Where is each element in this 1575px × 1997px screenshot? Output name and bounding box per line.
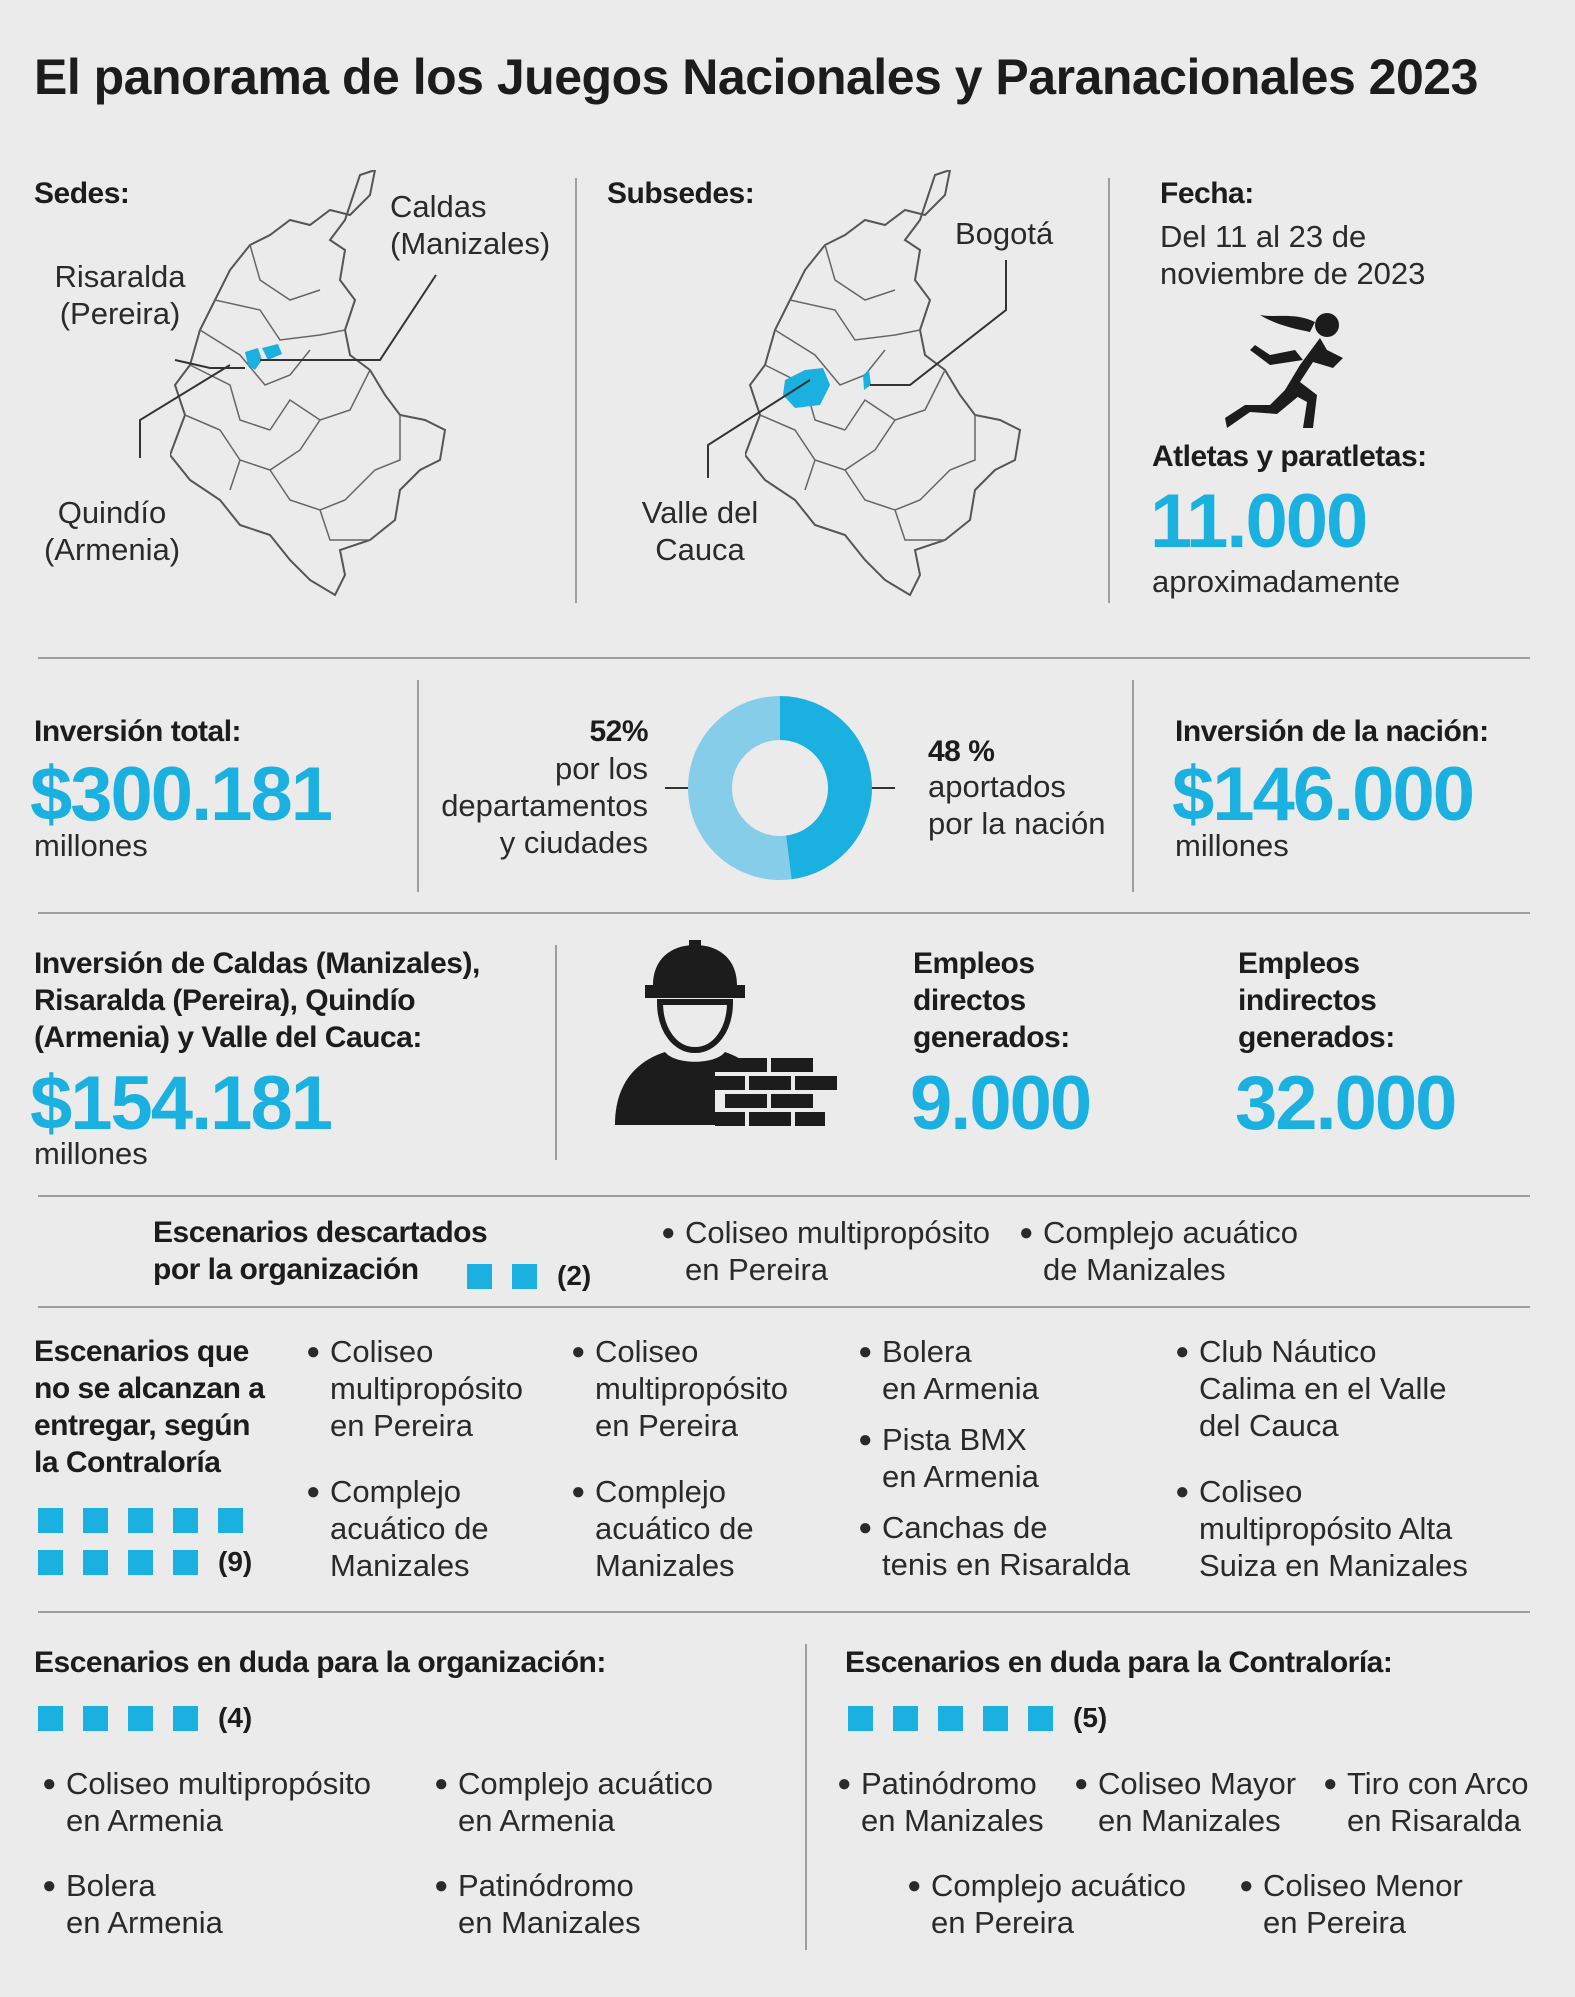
bogota-label: Bogotá	[955, 216, 1054, 251]
no-entregar-item: ● Bolera en Armenia	[858, 1334, 1039, 1406]
caldas-label: Caldas (Manizales)	[390, 189, 551, 261]
no-entregar-item: ● Coliseo multipropósito en Pereira	[571, 1334, 788, 1443]
inversion-nacion-unit: millones	[1175, 828, 1289, 863]
atletas-label: Atletas y paratletas:	[1152, 440, 1427, 473]
donut-slice-departamentos	[688, 696, 792, 880]
divider	[1132, 680, 1134, 892]
duda-org-item: ● Complejo acuático en Armenia	[434, 1766, 714, 1838]
atletas-note: aproximadamente	[1152, 564, 1401, 599]
empleos-indirectos-value: 32.000	[1235, 1061, 1456, 1146]
empleos-directos-label: Empleos directos generados:	[913, 947, 1070, 1054]
divider	[555, 945, 557, 1160]
donut-right-label: aportados por la nación	[928, 769, 1106, 841]
runner-icon	[1215, 310, 1355, 435]
descartados-item: ● Coliseo multipropósito en Pereira	[661, 1215, 990, 1287]
donut-left-pct: 52%	[589, 715, 648, 748]
divider	[38, 1306, 1530, 1308]
descartados-item: ● Complejo acuático de Manizales	[1019, 1215, 1299, 1287]
no-entregar-item: ● Canchas de tenis en Risaralda	[858, 1510, 1131, 1582]
bricks-icon	[715, 1058, 837, 1126]
divider	[1108, 178, 1110, 603]
subsedes-label: Subsedes:	[607, 177, 755, 210]
risaralda-label: Risaralda (Pereira)	[54, 259, 186, 331]
descartados-label: Escenarios descartados por la organización	[153, 1216, 488, 1286]
no-entregar-item: ● Complejo acuático de Manizales	[306, 1474, 489, 1583]
duda-org-item: ● Patinódromo en Manizales	[434, 1868, 641, 1940]
duda-contraloria-item: ● Coliseo Menor en Pereira	[1239, 1868, 1463, 1940]
no-entregar-item: ● Complejo acuático de Manizales	[571, 1474, 754, 1583]
divider	[805, 1644, 807, 1950]
page-title: El panorama de los Juegos Nacionales y Paranacionales 2023	[34, 49, 1478, 105]
fecha-label: Fecha:	[1160, 177, 1254, 210]
inversion-regional-unit: millones	[34, 1136, 148, 1171]
inversion-total-unit: millones	[34, 828, 148, 863]
empleos-directos-value: 9.000	[910, 1061, 1091, 1146]
duda-org-item: ● Bolera en Armenia	[42, 1868, 223, 1940]
sedes-leader-lines	[130, 270, 450, 500]
donut-left-label: por los departamentos y ciudades	[441, 751, 648, 860]
duda-org-label: Escenarios en duda para la organización:	[34, 1646, 606, 1679]
quindio-label: Quindío (Armenia)	[43, 495, 181, 567]
divider	[417, 680, 419, 892]
atletas-value: 11.000	[1150, 479, 1367, 564]
duda-contraloria-item: ● Complejo acuático en Pereira	[907, 1868, 1187, 1940]
duda-contraloria-item: ● Tiro con Arco en Risaralda	[1323, 1766, 1529, 1838]
donut-slice-nacion	[780, 696, 872, 879]
inversion-nacion-label: Inversión de la nación:	[1175, 715, 1489, 748]
duda-contraloria-item: ● Patinódromo en Manizales	[837, 1766, 1044, 1838]
inversion-total-label: Inversión total:	[34, 715, 242, 748]
divider	[38, 657, 1530, 659]
no-entregar-squares: (9)	[38, 1508, 278, 1578]
inversion-regional-value: $154.181	[30, 1061, 331, 1146]
divider	[38, 1611, 1530, 1613]
fecha-value: Del 11 al 23 de noviembre de 2023	[1160, 219, 1426, 291]
inversion-nacion-value: $146.000	[1172, 752, 1473, 837]
subsedes-leader-lines	[700, 260, 1020, 490]
descartados-squares: (2)	[467, 1260, 591, 1292]
divider	[38, 1195, 1530, 1197]
empleos-indirectos-label: Empleos indirectos generados:	[1238, 947, 1395, 1054]
sedes-label: Sedes:	[34, 177, 130, 210]
inversion-total-value: $300.181	[30, 752, 331, 837]
no-entregar-item: ● Coliseo multipropósito Alta Suiza en Manizales	[1175, 1474, 1468, 1583]
duda-contraloria-squares: (5)	[848, 1702, 1107, 1734]
donut-chart	[660, 688, 900, 888]
divider	[575, 178, 577, 603]
no-entregar-item: ● Pista BMX en Armenia	[858, 1422, 1039, 1494]
duda-contraloria-item: ● Coliseo Mayor en Manizales	[1074, 1766, 1297, 1838]
worker-icon	[615, 940, 845, 1135]
duda-org-squares: (4)	[38, 1702, 252, 1734]
inversion-regional-label: Inversión de Caldas (Manizales), Risaralda (Pereira), Quindío (Armenia) y Valle del Cauca:	[34, 947, 480, 1054]
donut-right-pct: 48 %	[928, 735, 995, 768]
duda-contraloria-label: Escenarios en duda para la Contraloría:	[845, 1646, 1393, 1679]
no-entregar-item: ● Club Náutico Calima en el Valle del Cauca	[1175, 1334, 1447, 1443]
duda-org-item: ● Coliseo multipropósito en Armenia	[42, 1766, 371, 1838]
valle-label: Valle del Cauca	[641, 495, 759, 567]
no-entregar-label: Escenarios que no se alcanzan a entregar, según la Contraloría	[34, 1335, 265, 1479]
no-entregar-item: ● Coliseo multipropósito en Pereira	[306, 1334, 523, 1443]
divider	[38, 912, 1530, 914]
